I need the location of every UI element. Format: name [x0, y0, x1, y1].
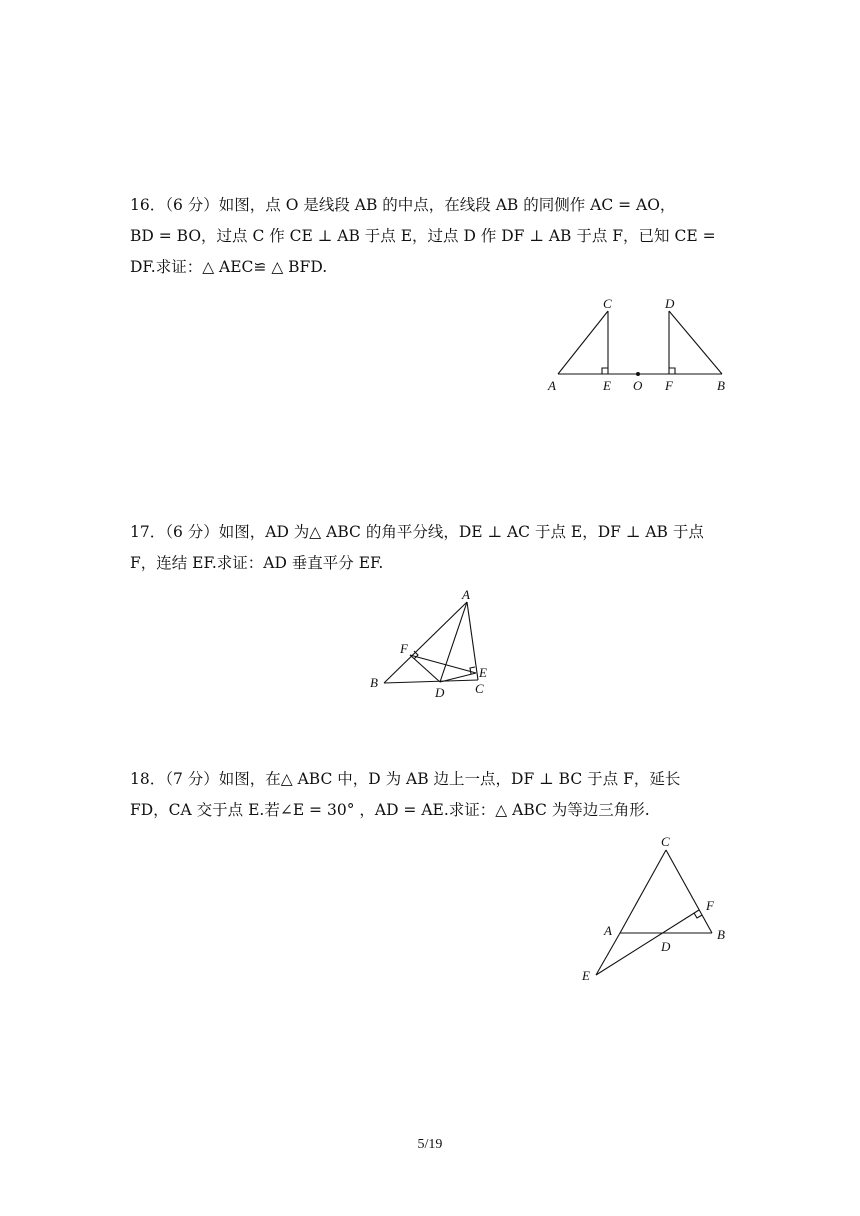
figure-16 — [540, 290, 740, 400]
label-C: C — [475, 681, 484, 696]
right-angle-mark-F — [669, 368, 675, 374]
figure-18 — [570, 830, 740, 990]
segment-CB — [666, 850, 712, 933]
label-A: A — [604, 923, 612, 938]
label-F: F — [665, 378, 673, 393]
label-A: A — [462, 587, 470, 602]
right-angle-mark-E — [602, 368, 608, 374]
segment-CA — [620, 850, 666, 933]
label-E: E — [603, 378, 611, 393]
label-F: F — [706, 898, 714, 913]
label-E: E — [479, 665, 487, 680]
point-O-dot — [636, 372, 640, 376]
label-O: O — [633, 378, 643, 393]
question-16-line-2: BD = BO，过点 C 作 CE ⊥ AB 于点 E，过点 D 作 DF ⊥ AB 于点 F，已知 CE = — [130, 227, 716, 245]
segment-AB — [384, 602, 467, 683]
question-17-line-1: 17．（6 分）如图，AD 为△ ABC 的角平分线，DE ⊥ AC 于点 E，DF ⊥ AB 于点 — [130, 523, 704, 541]
question-18 — [130, 764, 730, 826]
label-C: C — [603, 296, 612, 311]
question-16 — [130, 190, 730, 283]
label-E: E — [582, 968, 590, 983]
label-B: B — [717, 378, 725, 393]
figure-17 — [360, 585, 500, 700]
label-F: F — [400, 641, 408, 656]
segment-BC — [384, 680, 478, 683]
label-C: C — [661, 834, 670, 849]
question-17 — [130, 517, 730, 579]
segment-EF — [596, 910, 699, 975]
label-D: D — [435, 685, 445, 700]
segment-AC — [467, 602, 478, 680]
label-B: B — [370, 675, 378, 690]
page-number: 5/19 — [417, 1137, 443, 1152]
segment-AE — [596, 933, 620, 975]
label-A: A — [548, 378, 556, 393]
label-D: D — [665, 296, 675, 311]
segment-AC — [558, 311, 608, 374]
label-D: D — [661, 939, 671, 954]
label-B: B — [717, 927, 725, 942]
question-18-line-1: 18．（7 分）如图，在△ ABC 中，D 为 AB 边上一点，DF ⊥ BC 于点 F，延长 — [130, 770, 681, 788]
question-18-line-2: FD，CA 交于点 E.若∠E = 30° ，AD = AE.求证：△ ABC 为等边三角形. — [130, 801, 650, 819]
question-17-line-2: F，连结 EF.求证：AD 垂直平分 EF. — [130, 554, 384, 572]
question-16-line-3: DF.求证：△ AEC≌ △ BFD. — [130, 258, 328, 276]
question-16-line-1: 16．（6 分）如图，点 O 是线段 AB 的中点，在线段 AB 的同侧作 AC = AO， — [130, 196, 676, 214]
segment-DB — [669, 311, 722, 374]
